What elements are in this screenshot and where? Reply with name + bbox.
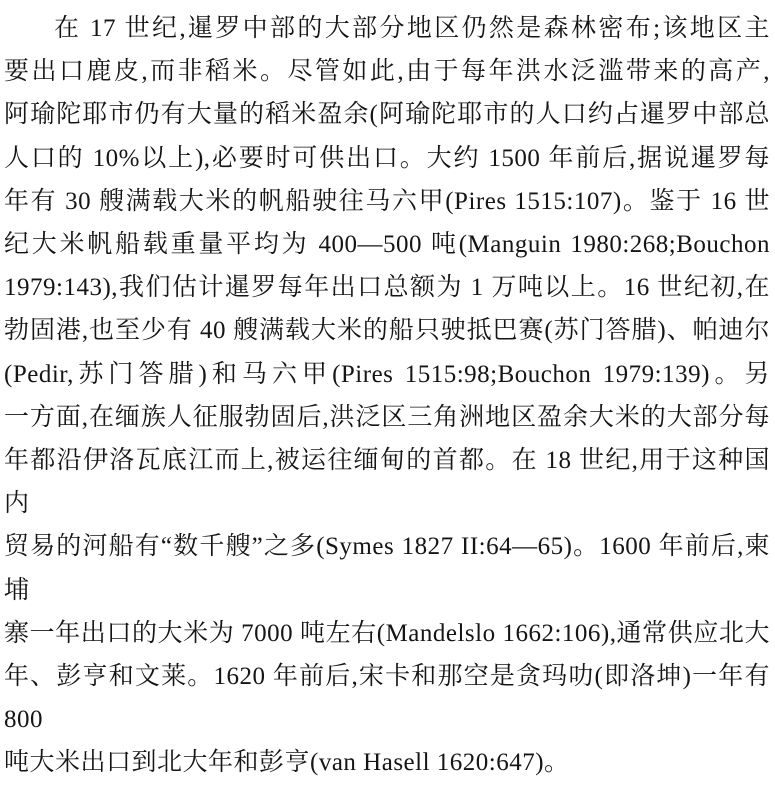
text-line: 年有 30 艘满载大米的帆船驶往马六甲(Pires 1515:107)。鉴于 16 世 — [4, 187, 770, 215]
text-line: 要出口鹿皮,而非稻米。尽管如此,由于每年洪水泛滥带来的高产, — [4, 58, 770, 86]
text-line: 吨大米出口到北大年和彭亨(van Hasell 1620:647)。 — [4, 749, 570, 777]
text-line: 勃固港,也至少有 40 艘满载大米的船只驶抵巴赛(苏门答腊)、帕迪尔 — [4, 317, 770, 345]
text-line: 人口的 10%以上),必要时可供出口。大约 1500 年前后,据说暹罗每 — [4, 144, 770, 172]
text-line: 阿瑜陀耶市仍有大量的稻米盈余(阿瑜陀耶市的人口约占暹罗中部总 — [4, 101, 770, 129]
text-line: 寨一年出口的大米为 7000 吨左右(Mandelslo 1662:106),通常供应北大 — [4, 619, 770, 647]
text-line: (Pedir,苏门答腊)和马六甲(Pires 1515:98;Bouchon 1979:139)。另 — [4, 360, 770, 388]
text-line: 纪大米帆船载重量平均为 400—500 吨(Manguin 1980:268;Bouchon — [4, 231, 770, 259]
text-line: 贸易的河船有“数千艘”之多(Symes 1827 II:64—65)。1600 年前后,柬埔 — [4, 533, 770, 604]
text-line: 1979:143),我们估计暹罗每年出口总额为 1 万吨以上。16 世纪初,在 — [4, 274, 770, 302]
text-line: 一方面,在缅族人征服勃固后,洪泛区三角洲地区盈余大米的大部分每 — [4, 403, 770, 431]
text-line: 在 17 世纪,暹罗中部的大部分地区仍然是森林密布;该地区主 — [54, 15, 770, 42]
text-line: 年、彭亨和文莱。1620 年前后,宋卡和那空是贪玛叻(即洛坤)一年有 800 — [4, 663, 770, 734]
text-line: 年都沿伊洛瓦底江而上,被运往缅甸的首都。在 18 世纪,用于这种国内 — [4, 447, 770, 518]
